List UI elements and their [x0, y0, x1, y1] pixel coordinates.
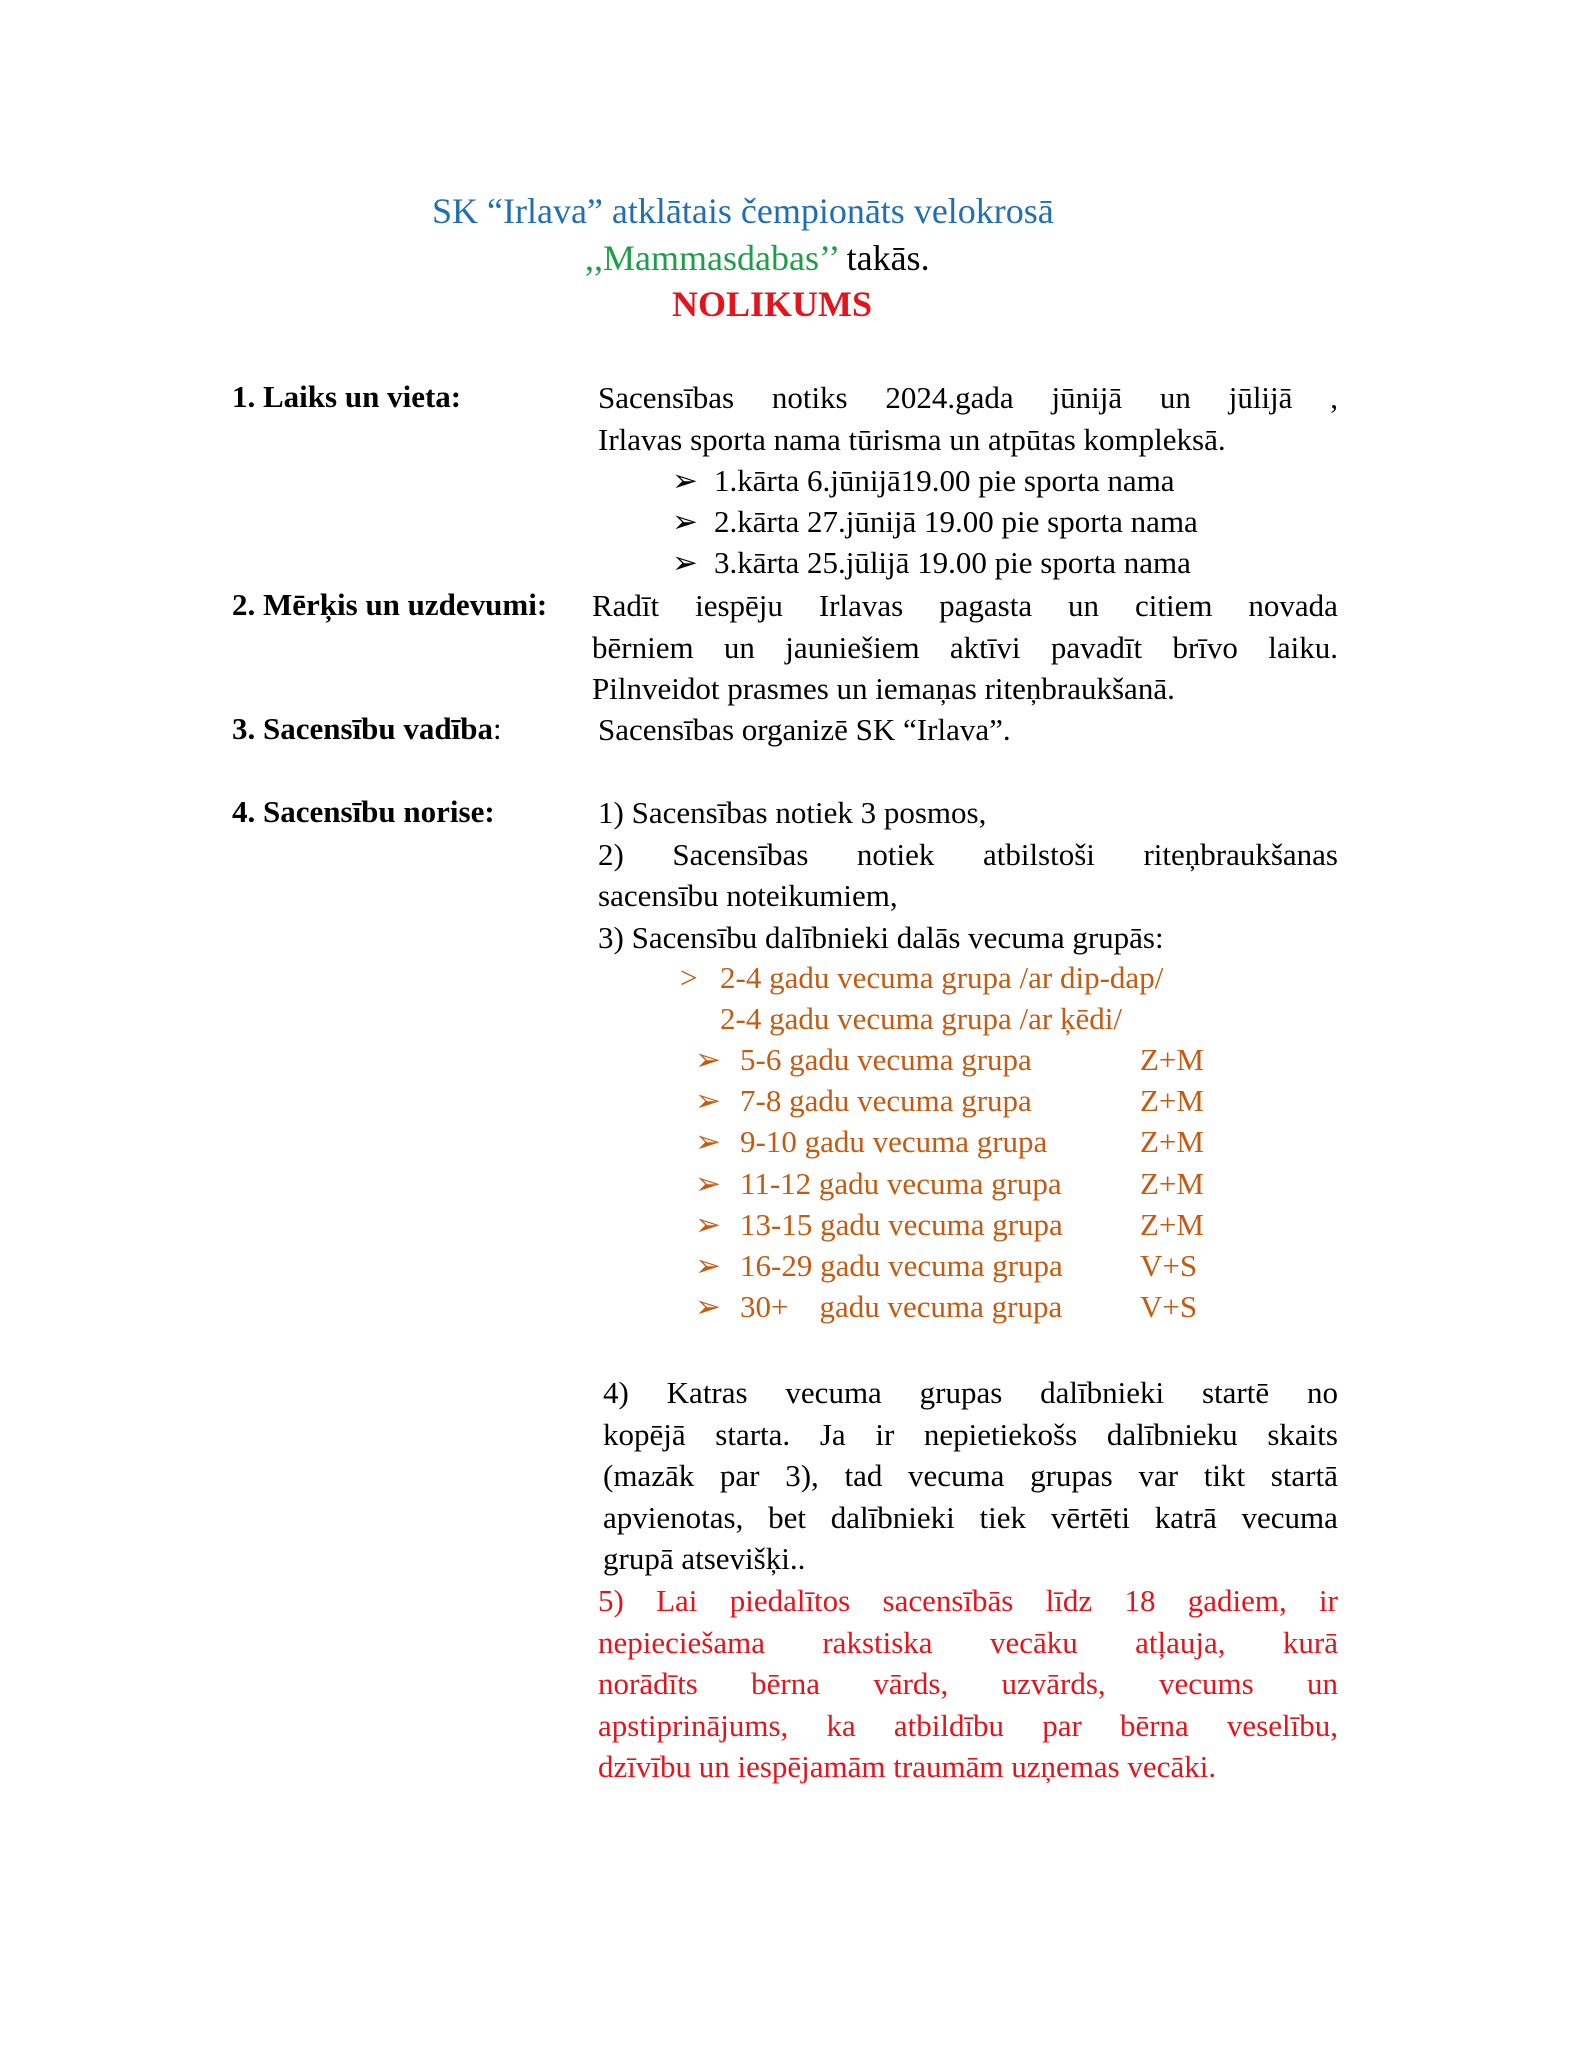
section-1-line-1 — [598, 377, 1338, 419]
word: atļauja, — [1135, 1624, 1226, 1660]
word: kopējā — [603, 1416, 686, 1452]
age-group-item — [695, 1081, 1204, 1121]
item-4-line — [603, 1372, 1338, 1414]
word: , — [1330, 380, 1338, 415]
word: gadiem, — [1187, 1583, 1287, 1618]
section-1-label: 1. Laiks un vieta: — [232, 379, 462, 414]
age-group-b — [720, 999, 1122, 1039]
word: vecuma — [785, 1375, 882, 1410]
word: bērniem — [592, 629, 694, 665]
word: brīvo — [1172, 629, 1238, 665]
word: kurā — [1282, 1624, 1338, 1660]
word: 5) — [598, 1583, 624, 1618]
stage-item-3 — [672, 543, 1191, 583]
section-2-line-2 — [592, 627, 1338, 669]
word: atbilstoši — [982, 836, 1095, 872]
age-group-gender: Z+M — [1140, 1166, 1204, 1201]
age-group-gender: V+S — [1140, 1248, 1198, 1283]
word: pavadīt — [1050, 629, 1143, 665]
age-group-b-text: 2-4 gadu vecuma grupa /ar ķēdi/ — [720, 1001, 1122, 1036]
word: dalībnieki — [1040, 1375, 1165, 1410]
section-3-label-text: 3. Sacensību vadība — [232, 711, 494, 746]
age-group-gender: V+S — [1140, 1289, 1198, 1324]
word: vecāku — [989, 1624, 1078, 1660]
word: Sacensības — [598, 380, 735, 415]
word: jūlijā — [1228, 380, 1293, 415]
section-4-item-1: 1) Sacensības notiek 3 posmos, — [598, 795, 987, 830]
word: notiek — [856, 836, 935, 872]
arrow-bullet-icon: ➢ — [695, 1248, 721, 1283]
arrow-bullet-icon: ➢ — [695, 1042, 721, 1077]
word: jauniešiem — [785, 629, 920, 665]
title-line-1: SK “Irlava” atklātais čempionāts velokrosā — [432, 191, 1054, 231]
word: uzvārds, — [1001, 1666, 1106, 1701]
word: nepieciešama — [598, 1624, 765, 1660]
item-5-line — [598, 1622, 1338, 1664]
word: riteņbraukšanas — [1143, 836, 1338, 872]
section-1-line-2: Irlavas sporta nama tūrisma un atpūtas kompleksā. — [598, 421, 1226, 457]
section-3-line: Sacensības organizē SK “Irlava”. — [598, 712, 1011, 747]
word: citiem — [1134, 588, 1213, 623]
age-group-name: 30+ gadu vecuma grupa — [740, 1289, 1063, 1324]
arrow-bullet-icon: ➢ — [695, 1289, 721, 1324]
word: vecuma — [908, 1458, 1005, 1493]
word: apvienotas, — [603, 1499, 744, 1535]
word: 4) — [603, 1375, 629, 1410]
arrow-bullet-icon: ➢ — [672, 504, 698, 539]
word: 2) — [598, 836, 624, 872]
stage-item-2 — [672, 502, 1198, 542]
age-group-gender: Z+M — [1140, 1083, 1204, 1118]
section-2-text — [592, 585, 1338, 710]
stage-text: 2.kārta 27.jūnijā 19.00 pie sporta nama — [714, 504, 1198, 539]
stage-item-1 — [672, 461, 1175, 501]
word: no — [1306, 1375, 1338, 1410]
stage-text: 3.kārta 25.jūlijā 19.00 pie sporta nama — [714, 545, 1191, 580]
section-3-text — [598, 709, 1338, 751]
word: sacensībās — [882, 1583, 1014, 1618]
item-4-lines — [603, 1372, 1338, 1538]
word: 18 — [1124, 1583, 1156, 1618]
item-5-line — [598, 1705, 1338, 1747]
word: katrā — [1154, 1499, 1217, 1535]
age-group-gender: Z+M — [1140, 1124, 1204, 1159]
arrow-bullet-icon: ➢ — [695, 1207, 721, 1242]
word: veselību, — [1226, 1707, 1338, 1743]
age-group-name: 13-15 gadu vecuma grupa — [740, 1207, 1063, 1242]
word: un — [1306, 1666, 1338, 1701]
age-group-item — [695, 1205, 1204, 1245]
word: notiks — [771, 380, 848, 415]
word: nepietiekošs — [923, 1416, 1078, 1452]
word: Radīt — [592, 588, 660, 623]
age-group-item — [695, 1164, 1204, 1204]
word: 2024.gada — [885, 380, 1014, 415]
word: jūnijā — [1051, 380, 1123, 415]
word: 3), — [785, 1458, 819, 1493]
section-4-item-4 — [603, 1372, 1338, 1580]
word: bērna — [1119, 1707, 1189, 1743]
section-4-item-3: 3) Sacensību dalībnieki dalās vecuma grupās: — [598, 919, 1164, 955]
item-5-lines — [598, 1580, 1338, 1746]
word: bet — [768, 1499, 806, 1535]
section-2-line-3: Pilnveidot prasmes un iemaņas riteņbraukšanā. — [592, 671, 1175, 706]
item-5-line — [598, 1663, 1338, 1705]
word: ir — [1319, 1583, 1338, 1618]
word: (mazāk — [603, 1458, 695, 1493]
word: startē — [1201, 1375, 1270, 1410]
word: Lai — [656, 1583, 698, 1618]
item-5-last-line: dzīvību un iespējamām traumām uzņemas vecāki. — [598, 1749, 1217, 1784]
age-group-name: 16-29 gadu vecuma grupa — [740, 1248, 1063, 1283]
word: starta. — [715, 1416, 791, 1452]
word: apstiprinājums, — [598, 1707, 789, 1743]
age-group-name: 5-6 gadu vecuma grupa — [740, 1042, 1032, 1077]
item-4-line — [603, 1455, 1338, 1497]
word: grupas — [1030, 1458, 1113, 1493]
word: piedalītos — [729, 1583, 851, 1618]
section-4-item-5 — [598, 1580, 1338, 1788]
word: tad — [844, 1458, 883, 1493]
age-group-item — [695, 1040, 1204, 1080]
word: vārds, — [873, 1666, 949, 1701]
word: dalībnieku — [1106, 1416, 1238, 1452]
arrow-bullet-icon: ➢ — [672, 545, 698, 580]
age-group-name: 7-8 gadu vecuma grupa — [740, 1083, 1032, 1118]
word: rakstiska — [822, 1624, 933, 1660]
arrow-bullet-icon: ➢ — [672, 463, 698, 498]
word: ka — [826, 1707, 856, 1743]
section-1-text — [598, 377, 1338, 460]
chevron-right-icon: > — [680, 960, 698, 995]
word: bērna — [751, 1666, 821, 1701]
word: pagasta — [939, 588, 1033, 623]
word: un — [723, 629, 755, 665]
word: novada — [1248, 588, 1338, 623]
word: skaits — [1267, 1416, 1338, 1452]
word: Sacensības — [672, 836, 809, 872]
section-4-item-2-line-2: sacensību noteikumiem, — [598, 878, 898, 913]
word: laiku. — [1268, 629, 1338, 665]
title-line-2 — [585, 237, 930, 279]
section-4-text — [598, 792, 1338, 958]
word: par — [1042, 1707, 1082, 1743]
word: līdz — [1045, 1583, 1093, 1618]
section-2-label: 2. Mērķis un uzdevumi: — [232, 587, 548, 622]
word: ir — [875, 1416, 895, 1452]
item-4-line — [603, 1497, 1338, 1539]
word: Irlavas — [818, 588, 904, 623]
title-venue: ,,Mammasdabas’’ — [585, 238, 838, 278]
word: un — [1068, 588, 1100, 623]
age-group-name: 9-10 gadu vecuma grupa — [740, 1124, 1048, 1159]
word: Katras — [666, 1375, 748, 1410]
word: tikt — [1203, 1458, 1246, 1493]
item-4-last-line: grupā atsevišķi.. — [603, 1541, 806, 1576]
section-4-item-2-line-1 — [598, 834, 1338, 876]
word: tiek — [979, 1499, 1027, 1535]
age-group-item — [695, 1122, 1204, 1162]
age-group-a-text: 2-4 gadu vecuma grupa /ar dip-dap/ — [720, 960, 1164, 995]
word: par — [719, 1458, 760, 1493]
arrow-bullet-icon: ➢ — [695, 1124, 721, 1159]
word: vecuma — [1241, 1499, 1338, 1535]
word: vecums — [1158, 1666, 1254, 1701]
document-title: NOLIKUMS — [672, 284, 873, 324]
word: var — [1138, 1458, 1179, 1493]
arrow-bullet-icon: ➢ — [695, 1083, 721, 1118]
item-4-line — [603, 1414, 1338, 1456]
word: norādīts — [598, 1666, 698, 1701]
age-group-item — [695, 1246, 1197, 1286]
word: atbildību — [893, 1707, 1005, 1743]
word: startā — [1270, 1458, 1338, 1493]
word: aktīvi — [949, 629, 1021, 665]
word: un — [1159, 380, 1191, 415]
word: vērtēti — [1050, 1499, 1130, 1535]
section-3-label — [232, 709, 502, 749]
word: dalībnieki — [830, 1499, 955, 1535]
section-4-label: 4. Sacensību norise: — [232, 794, 495, 829]
stage-text: 1.kārta 6.jūnijā19.00 pie sporta nama — [714, 463, 1175, 498]
section-2-line-1 — [592, 585, 1338, 627]
word: Ja — [819, 1416, 846, 1452]
age-group-name: 11-12 gadu vecuma grupa — [740, 1166, 1062, 1201]
age-group-gender: Z+M — [1140, 1207, 1204, 1242]
arrow-bullet-icon: ➢ — [695, 1166, 721, 1201]
word: grupas — [919, 1375, 1003, 1410]
word: iespēju — [695, 588, 783, 623]
age-group-gender: Z+M — [1140, 1042, 1204, 1077]
title-venue-suffix: takās. — [837, 238, 930, 278]
age-group-item — [695, 1287, 1197, 1327]
section-3-label-colon: : — [493, 711, 502, 746]
age-group-a — [680, 958, 1163, 998]
item-5-line — [598, 1580, 1338, 1622]
